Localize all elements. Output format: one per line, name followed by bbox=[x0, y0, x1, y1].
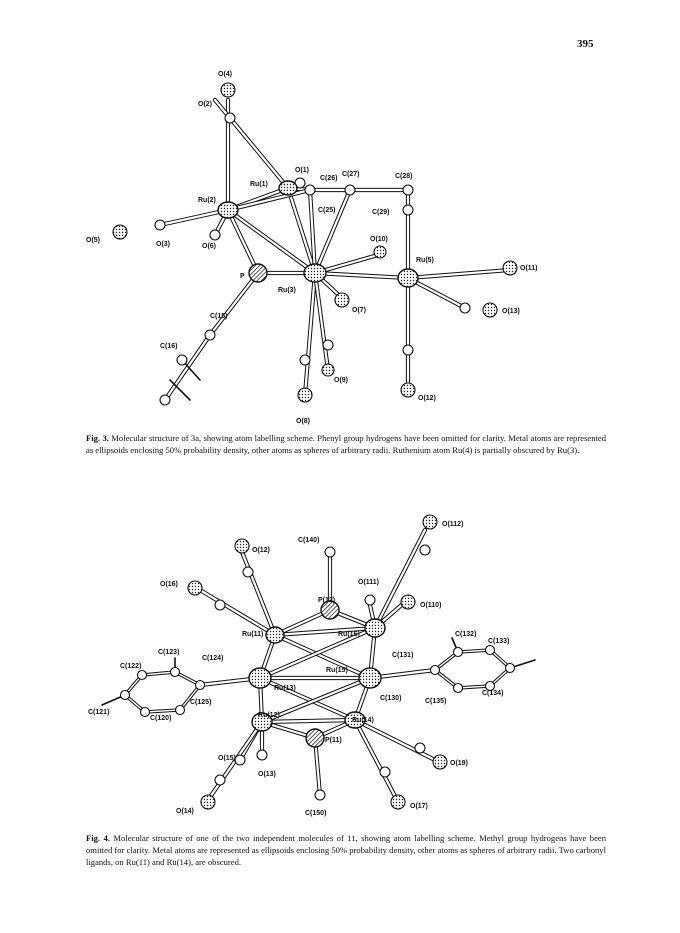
fig3-bonds bbox=[160, 100, 510, 400]
label-O3: O(3) bbox=[156, 241, 170, 248]
figure-4-molecular-structure bbox=[80, 510, 610, 825]
label-O13: O(13) bbox=[258, 771, 276, 778]
figure-3-caption bbox=[86, 432, 606, 456]
label-C15: C(15) bbox=[210, 313, 228, 320]
label-C121: C(121) bbox=[88, 709, 110, 716]
label-O2: O(2) bbox=[198, 101, 212, 108]
figure-3-caption-label: Fig. 3. bbox=[86, 433, 109, 443]
figure-4-caption-text: Molecular structure of one of the two independent molecules of 11, showing atom labelling scheme. Methyl group hydrogens have been omitted for clarity. Metal atoms are represented as ellipsoids enclosing 50% probability density, other atoms as spheres of arbitrary radii. Two carbonyl ligands, on Ru(11) and Ru(14), are obscured. bbox=[86, 833, 606, 867]
label-O112: O(112) bbox=[442, 521, 464, 528]
label-Ru14: Ru(14) bbox=[352, 717, 374, 724]
label-C132: C(132) bbox=[455, 631, 477, 638]
label-C25: C(25) bbox=[318, 207, 336, 214]
label-O14: O(14) bbox=[176, 808, 194, 815]
label-O5: O(5) bbox=[86, 237, 100, 244]
label-Ru12: Ru(12) bbox=[258, 712, 280, 719]
label-O16: O(16) bbox=[160, 581, 178, 588]
label-Ru13: Ru(13) bbox=[274, 685, 296, 692]
label-O111: O(111) bbox=[358, 579, 380, 586]
label-Ru16: Ru(16) bbox=[338, 631, 360, 638]
page-number: 395 bbox=[577, 38, 594, 50]
label-C131: C(131) bbox=[392, 652, 414, 659]
label-C135: C(135) bbox=[425, 698, 447, 705]
label-C134: C(134) bbox=[482, 690, 504, 697]
label-O19: O(19) bbox=[450, 760, 468, 767]
label-C26: C(26) bbox=[320, 175, 338, 182]
figure-4-caption-label: Fig. 4. bbox=[86, 833, 110, 843]
label-Ru3: Ru(3) bbox=[278, 287, 296, 294]
label-C123: C(123) bbox=[158, 649, 180, 656]
label-P12: P(12) bbox=[318, 597, 336, 604]
label-O15: O(15) bbox=[218, 755, 236, 762]
label-C27: C(27) bbox=[342, 171, 360, 178]
label-O4: O(4) bbox=[218, 71, 232, 78]
label-C140: C(140) bbox=[298, 537, 320, 544]
label-O13: O(13) bbox=[502, 308, 520, 315]
figure-4-caption bbox=[86, 832, 606, 868]
label-P11: P(11) bbox=[325, 737, 342, 744]
figure-3-molecular-structure bbox=[70, 60, 540, 430]
label-C120: C(120) bbox=[150, 715, 172, 722]
label-C28: C(28) bbox=[395, 173, 413, 180]
label-Ru2: Ru(2) bbox=[198, 197, 216, 204]
label-O8: O(8) bbox=[296, 418, 310, 425]
label-O12: O(12) bbox=[418, 395, 436, 402]
label-C133: C(133) bbox=[488, 638, 510, 645]
label-O110: O(110) bbox=[420, 602, 442, 609]
label-O7: O(7) bbox=[352, 307, 366, 314]
fig4-bonds bbox=[102, 530, 535, 802]
label-C122: C(122) bbox=[120, 663, 142, 670]
label-Ru1: Ru(1) bbox=[250, 181, 268, 188]
fig4-atom-labels bbox=[88, 521, 509, 817]
figure-3-caption-text: Molecular structure of 3a, showing atom labelling scheme. Phenyl group hydrogens have been omitted for clarity. Metal atoms are represented as ellipsoids enclosing 50% probability density, other atoms as spheres of arbitrary radii. Ruthenium atom Ru(4) is partially obscured by Ru(3). bbox=[86, 433, 606, 455]
label-Ru5: Ru(5) bbox=[416, 257, 434, 264]
label-Ru15: Ru(15) bbox=[326, 667, 348, 674]
label-C130: C(130) bbox=[380, 695, 402, 702]
label-C150: C(150) bbox=[305, 810, 327, 817]
label-Ru11: Ru(11) bbox=[242, 631, 264, 638]
label-C124: C(124) bbox=[202, 655, 224, 662]
label-O9: O(9) bbox=[334, 377, 348, 384]
label-C125: C(125) bbox=[190, 699, 212, 706]
label-O1: O(1) bbox=[295, 167, 309, 174]
label-P: P bbox=[240, 273, 245, 280]
label-C16: C(16) bbox=[160, 343, 178, 350]
label-O6: O(6) bbox=[202, 243, 216, 250]
label-O10: O(10) bbox=[370, 236, 388, 243]
label-C29: C(29) bbox=[372, 209, 390, 216]
label-O17: O(17) bbox=[410, 803, 428, 810]
label-O12: O(12) bbox=[252, 547, 270, 554]
label-O11: O(11) bbox=[520, 265, 538, 272]
